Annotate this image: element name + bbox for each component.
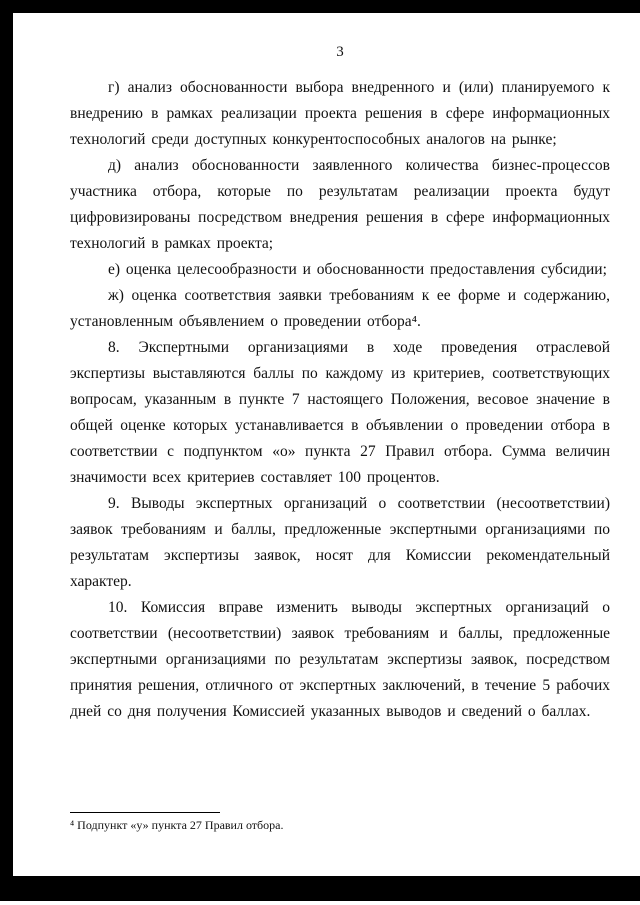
document-body (70, 44, 610, 725)
scan-border-top (0, 0, 640, 13)
scan-border-left (0, 0, 13, 878)
footnote-area (70, 812, 610, 833)
paragraph-item-e: е) оценка целесообразности и обоснованности предоставления субсидии; (108, 261, 607, 278)
footnote-divider (70, 812, 220, 813)
paragraph-item-zh: ж) оценка соответствия заявки требованиям к ее форме и содержанию, установленным объявлением о проведении отбора⁴. (70, 287, 610, 330)
paragraph-point-9: 9. Выводы экспертных организаций о соответствии (несоответствии) заявок требованиям и баллы, предложенные экспертными организациями по результатам экспертизы заявок, носят для Комиссии рекомендательный характер. (70, 495, 610, 590)
paragraph-point-8: 8. Экспертными организациями в ходе проведения отраслевой экспертизы выставляются баллы по каждому из критериев, соответствующих вопросам, указанным в пункте 7 настоящего Положения, весовое значение в общей оценке которых устанавливается в объявлении о проведении отбора в соответствии с подпунктом «о» пункта 27 Правил отбора. Сумма величин значимости всех критериев составляет 100 процентов. (70, 339, 610, 486)
footnote: ⁴ Подпункт «у» пункта 27 Правил отбора. (70, 818, 284, 832)
scan-border-bottom (0, 876, 640, 901)
paragraph-point-10: 10. Комиссия вправе изменить выводы экспертных организаций о соответствии (несоответствии) заявок требованиям и баллы, предложенные экспертными организациями по результатам экспертизы заявок, посредством принятия решения, отличного от экспертных заключений, в течение 5 рабочих дней со дня получения Комиссией указанных выводов и сведений о баллах. (70, 599, 610, 720)
page-number: 3 (336, 44, 344, 60)
paragraph-item-g: г) анализ обоснованности выбора внедренного и (или) планируемого к внедрению в рамках реализации проекта решения в сфере информационных технологий среди доступных конкурентоспособных аналогов на рынке; (70, 79, 610, 148)
paragraph-item-d: д) анализ обоснованности заявленного количества бизнес-процессов участника отбора, которые по результатам реализации проекта будут цифровизированы посредством внедрения решения в сфере информационных технологий в рамках проекта; (70, 157, 610, 252)
